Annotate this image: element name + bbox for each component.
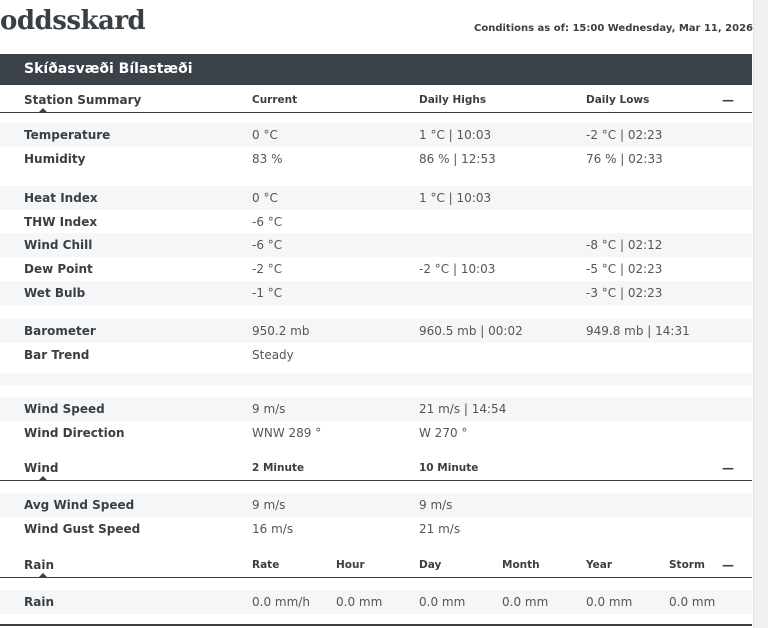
two-minute-value: 9 m/s [252,498,286,512]
table-spacer-row [0,373,752,385]
row-label: Wet Bulb [24,286,86,300]
col-2-minute: 2 Minute [252,462,305,474]
daily-high-value: -2 °C | 10:03 [419,262,496,276]
table-row [0,123,752,147]
row-label: Avg Wind Speed [24,498,135,512]
ten-minute-value: 9 m/s [419,498,453,512]
col-10-minute: 10 Minute [419,462,479,474]
rain-day-value: 0.0 mm [419,595,466,609]
daily-high-value: W 270 ° [419,426,468,440]
daily-low-value: -8 °C | 02:12 [586,238,663,252]
table-row [0,493,752,517]
table-row [0,233,752,257]
daily-high-value: 960.5 mb | 00:02 [419,324,523,338]
row-label: THW Index [24,215,98,229]
row-label: Barometer [24,324,96,338]
current-value: 950.2 mb [252,324,310,338]
row-label: Rain [24,595,54,609]
rain-header-label: Rain [24,558,54,572]
table-row [0,147,752,171]
col-day: Day [419,559,442,571]
table-row [0,590,752,614]
col-daily-lows: Daily Lows [586,94,650,106]
current-value: WNW 289 ° [252,426,322,440]
daily-low-value: -5 °C | 02:23 [586,262,663,276]
table-row [0,421,752,445]
summary-header-label: Station Summary [24,93,142,107]
table-row [0,343,752,367]
site-title: oddsskard [0,6,146,36]
summary-collapse-button[interactable]: — [722,93,734,107]
wind-collapse-button[interactable]: — [722,461,734,475]
rain-header [0,553,752,578]
daily-high-value: 1 °C | 10:03 [419,191,492,205]
rain-collapse-button[interactable]: — [722,558,734,572]
station-name-bar [0,54,752,85]
ten-minute-value: 21 m/s [419,522,461,536]
summary-header [0,88,752,113]
current-value: -1 °C [252,286,283,300]
col-year: Year [586,559,613,571]
current-value: 0 °C [252,128,278,142]
col-storm: Storm [669,559,705,571]
current-value: 0 °C [252,191,278,205]
daily-high-value: 1 °C | 10:03 [419,128,492,142]
daily-high-value: 86 % | 12:53 [419,152,496,166]
rain-year-value: 0.0 mm [586,595,633,609]
header-notch-icon [38,108,48,113]
table-row [0,186,752,210]
row-label: Wind Speed [24,402,105,416]
current-value: 9 m/s [252,402,286,416]
row-label: Wind Chill [24,238,93,252]
rain-storm-value: 0.0 mm [669,595,716,609]
current-value: Steady [252,348,294,362]
col-hour: Hour [336,559,365,571]
table-row [0,319,752,343]
table-row [0,517,752,541]
table-row [0,397,752,421]
daily-low-value: -2 °C | 02:23 [586,128,663,142]
conditions-timestamp: Conditions as of: 15:00 Wednesday, Mar 11, 2026 [474,23,753,34]
daily-low-value: -3 °C | 02:23 [586,286,663,300]
table-bottom-border [0,624,752,626]
two-minute-value: 16 m/s [252,522,294,536]
row-label: Bar Trend [24,348,90,362]
col-current: Current [252,94,298,106]
station-name: Skíðasvæði Bílastæði [24,61,193,77]
rain-rate-value: 0.0 mm/h [252,595,310,609]
current-value: -2 °C [252,262,283,276]
row-label: Heat Index [24,191,98,205]
current-value: 83 % [252,152,283,166]
daily-low-value: 949.8 mb | 14:31 [586,324,690,338]
header-notch-icon [38,573,48,578]
row-label: Wind Direction [24,426,125,440]
table-row [0,257,752,281]
wind-header [0,456,752,481]
col-rate: Rate [252,559,280,571]
row-label: Wind Gust Speed [24,522,141,536]
wind-header-label: Wind [24,461,59,475]
row-label: Humidity [24,152,86,166]
row-label: Dew Point [24,262,93,276]
current-value: -6 °C [252,238,283,252]
table-row [0,210,752,234]
rain-month-value: 0.0 mm [502,595,549,609]
rain-hour-value: 0.0 mm [336,595,383,609]
row-label: Temperature [24,128,111,142]
header-notch-icon [38,476,48,481]
daily-high-value: 21 m/s | 14:54 [419,402,507,416]
table-row [0,281,752,305]
page-scrollbar[interactable] [753,0,768,628]
current-value: -6 °C [252,215,283,229]
daily-low-value: 76 % | 02:33 [586,152,663,166]
col-daily-highs: Daily Highs [419,94,487,106]
col-month: Month [502,559,540,571]
